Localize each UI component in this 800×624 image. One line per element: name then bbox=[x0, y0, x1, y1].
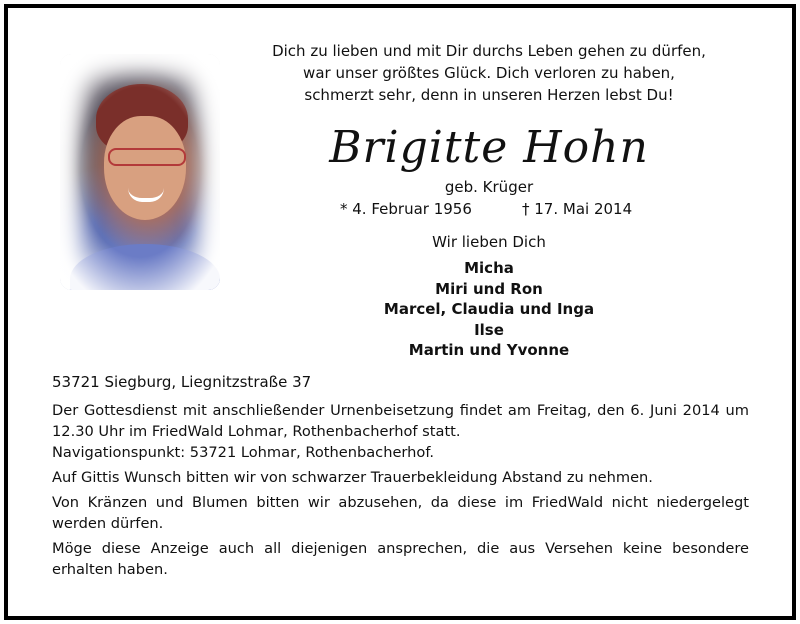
birth-date: * 4. Februar 1956 bbox=[340, 200, 472, 218]
family-address: 53721 Siegburg, Liegnitzstraße 37 bbox=[52, 373, 312, 391]
mourner-name: Marcel, Claudia und Inga bbox=[383, 300, 595, 318]
navigation-text: Navigationspunkt: 53721 Lohmar, Rothenbacherhof. bbox=[52, 444, 435, 461]
mourners-list bbox=[250, 258, 728, 361]
poem-line: schmerzt sehr, denn in unseren Herzen lebst Du! bbox=[304, 86, 674, 104]
memorial-poem bbox=[250, 40, 728, 106]
poem-line: Dich zu lieben und mit Dir durchs Leben gehen zu dürfen, bbox=[272, 42, 706, 60]
mourners-intro: Wir lieben Dich bbox=[432, 233, 546, 251]
mourner-name: Martin und Yvonne bbox=[408, 341, 570, 359]
mourner-name: Micha bbox=[464, 259, 514, 277]
notice-details bbox=[52, 400, 749, 584]
mourner-name: Miri und Ron bbox=[435, 279, 543, 298]
portrait-photo bbox=[60, 54, 220, 290]
service-text: Der Gottesdienst mit anschließender Urnenbeisetzung findet am Freitag, den 6. Juni 2014 um 12.30 Uhr im FriedWald Lohmar, Rothenbacherhof statt. bbox=[52, 402, 749, 440]
maiden-name: geb. Krüger bbox=[444, 178, 534, 196]
closing-paragraph: Möge diese Anzeige auch all diejenigen ansprechen, die aus Versehen keine besondere erhalten haben. bbox=[52, 540, 749, 578]
clothing-paragraph: Auf Gittis Wunsch bitten wir von schwarzer Trauerbekleidung Abstand zu nehmen. bbox=[52, 469, 653, 486]
deceased-name: Brigitte Hohn bbox=[329, 122, 649, 173]
portrait-vignette bbox=[60, 54, 220, 290]
service-paragraph bbox=[52, 400, 749, 463]
poem-line: war unser größtes Glück. Dich verloren zu haben, bbox=[303, 64, 675, 82]
flowers-paragraph: Von Kränzen und Blumen bitten wir abzusehen, da diese im FriedWald nicht niedergelegt werden dürfen. bbox=[52, 494, 749, 532]
death-date: † 17. Mai 2014 bbox=[522, 200, 633, 218]
mourner-name: Ilse bbox=[474, 320, 504, 339]
